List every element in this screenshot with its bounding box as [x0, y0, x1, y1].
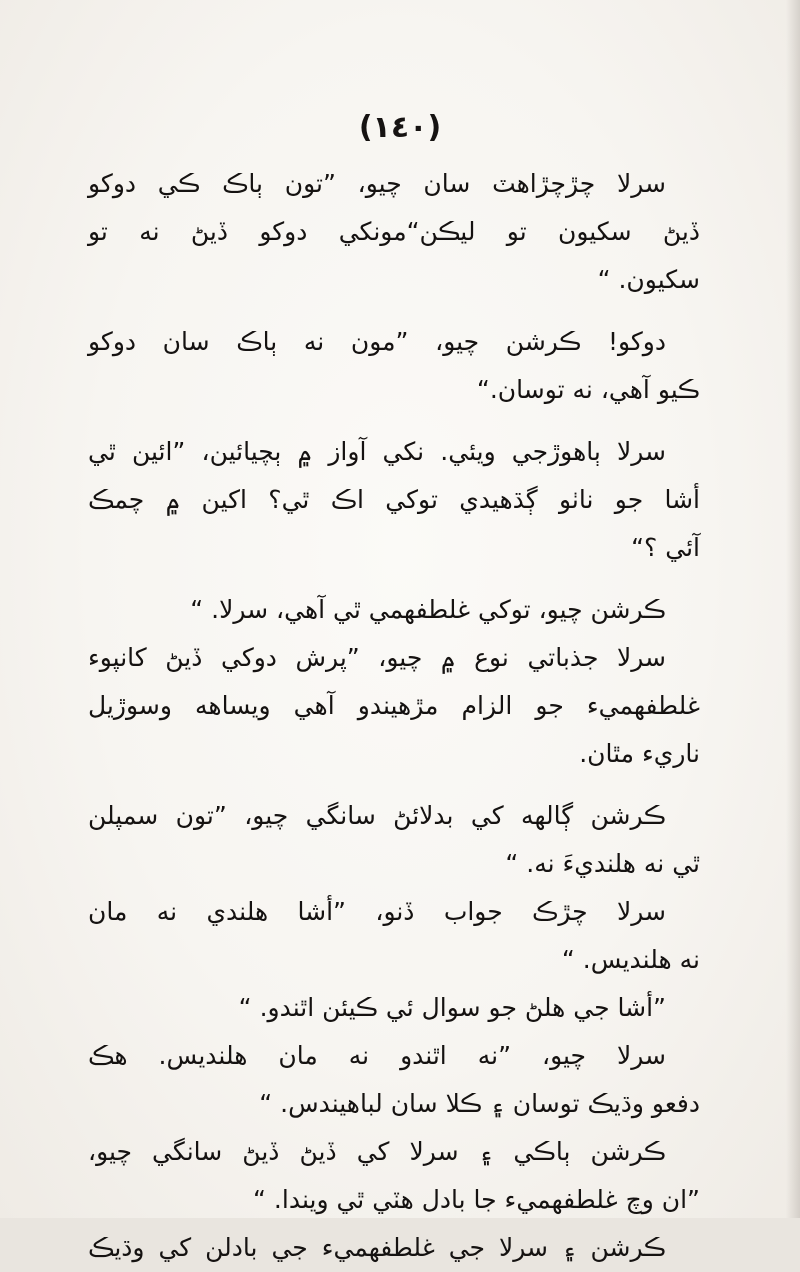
- body-text: [88, 160, 700, 1272]
- text-line: سکيون. “: [597, 265, 700, 294]
- text-line: سرلا جذباتي نوع ۾ چيو، ”پرش دوکي ڏيڻ کانپوء: [88, 643, 666, 672]
- text-line: ٿي نه هلنديءَ نه. “: [505, 849, 700, 878]
- page-number: (١٤٠): [358, 110, 442, 145]
- text-line: ڏيڻ سکيون تو ليڪن“مونکي دوکو ڏيڻ نه تو: [88, 217, 700, 246]
- text-line: نه هلنديس. “: [561, 945, 700, 974]
- text-line: سرلا چيو، ”نه اٿندو نه مان هلنديس. هڪ: [88, 1041, 666, 1070]
- text-line: سرلا ٻاهوڙجي ويئي. نکي آواز ۾ ٻچيائين، ”ائين ٿي: [88, 437, 666, 466]
- text-line: غلطفهميء جو الزام مڙهيندو آهي ويساهه وسوڙيل: [88, 691, 700, 720]
- text-line: آئي ؟“: [631, 533, 700, 562]
- text-line: دوکو! ڪرشن چيو، ”مون نه ٻاڪ سان دوکو: [88, 327, 666, 356]
- text-line: سرلا چڙڪ جواب ڏنو، ”أشا هلندي نه مان: [88, 897, 666, 926]
- text-line: ڪرشن ۽ سرلا جي غلطفهميء جي بادلن کي وڌيڪ: [88, 1233, 666, 1262]
- page-edge-shadow: [786, 0, 800, 1218]
- text-line: ڪيو آهي، نه توسان.“: [476, 375, 700, 404]
- text-line: ڪرشن چيو، توکي غلطفهمي ٿي آهي، سرلا. “: [190, 595, 666, 624]
- text-line: ”ان وچ غلطفهميء جا بادل هٽي ٿي ويندا. “: [253, 1185, 700, 1214]
- text-line: سرلا چڙچڙاهٽ سان چيو، ”تون ٻاڪ ڪي دوکو: [88, 169, 666, 198]
- text-line: أشا جو ناٺو ڳڌهيدي توکي اڪ ٿي؟ اکين ۾ چمڪ: [88, 485, 700, 514]
- text-line: ڪرشن ٻاڪي ۽ سرلا کي ڏيڻ ڏيڻ سانگي چيو،: [88, 1137, 666, 1166]
- text-line: ناريء مٿان.: [579, 739, 700, 768]
- text-line: ”أشا جي هلڻ جو سوال ئي ڪيئن اٿندو. “: [238, 993, 666, 1022]
- text-line: دفعو وڌيڪ توسان ۽ ڪلا سان لباهيندس. “: [259, 1089, 700, 1118]
- text-line: ڪرشن ڳالهه کي بدلائڻ سانگي چيو، ”تون سمپلن: [88, 801, 666, 830]
